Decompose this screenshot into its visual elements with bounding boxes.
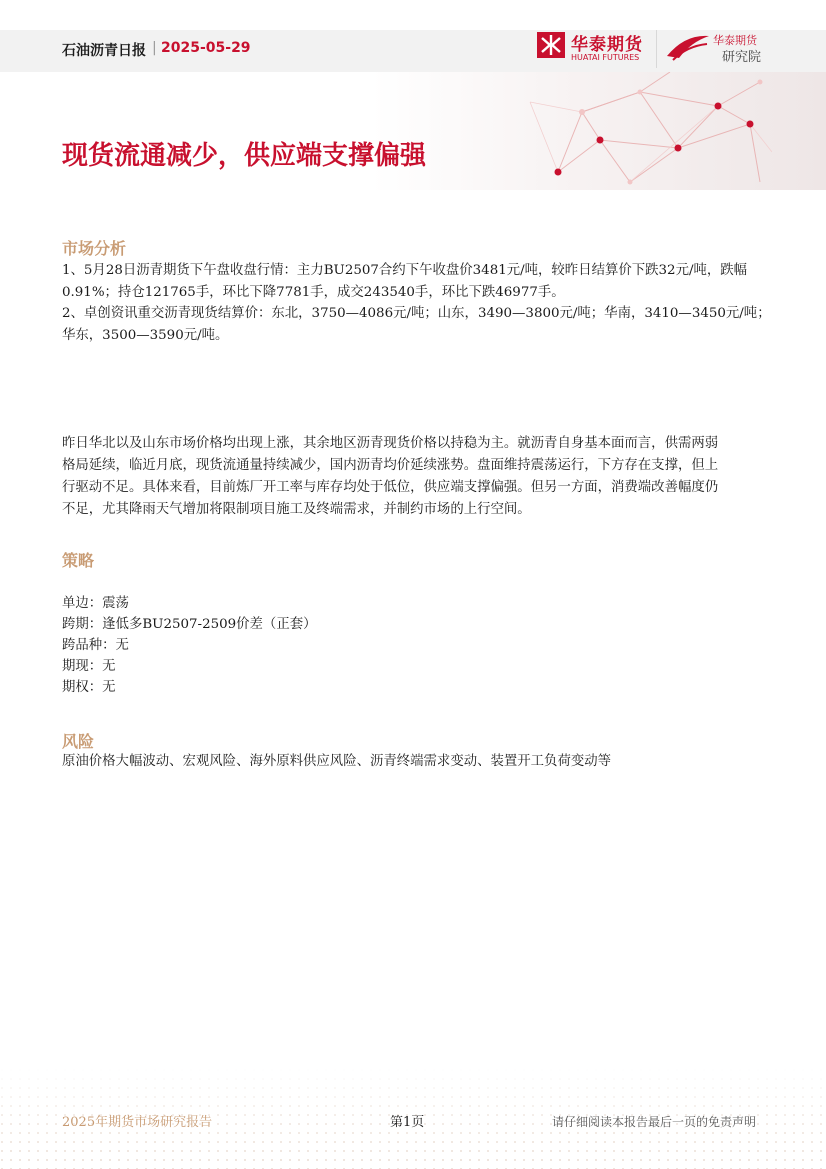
market-item-1-line-1: 1、5月28日沥青期货下午盘收盘行情：主力BU2507合约下午收盘价3481元/吨，较昨日结算价下跌32元/吨，跌幅 (62, 263, 748, 278)
strategy-line: 单边：震荡 (62, 596, 129, 611)
disclaimer-note: 请仔细阅读本报告最后一页的免责声明 (552, 1115, 757, 1129)
section-heading-strategy: 策略 (62, 551, 95, 570)
huatai-logo-icon (537, 30, 567, 60)
commentary-line: 格局延续，临近月底，现货流通量持续减少，国内沥青均价延续涨势。盘面维持震荡运行，下方存在支撑，但上 (62, 458, 719, 473)
network-decoration-icon (510, 72, 772, 190)
report-title: 石油沥青日报 (62, 43, 146, 59)
strategy-line: 跨期：逢低多BU2507-2509价差（正套） (62, 617, 317, 632)
commentary-line: 昨日华北以及山东市场价格均出现上涨，其余地区沥青现货价格以持稳为主。就沥青自身基本面而言，供需两弱 (62, 436, 719, 451)
strategy-line: 期权：无 (62, 680, 116, 695)
market-item-2-line-2: 华东，3500—3590元/吨。 (62, 327, 229, 343)
brand-name: 华泰期货 (571, 35, 643, 55)
brand-name-en: HUATAI FUTURES (571, 53, 640, 62)
strategy-line: 跨品种：无 (62, 638, 129, 653)
footer-report-name: 2025年期货市场研究报告 (62, 1115, 213, 1130)
market-item-1-line-2: 0.91%；持仓121765手，环比下降7781手，成交243540手，环比下跌46977手。 (62, 284, 565, 300)
risk-text: 原油价格大幅波动、宏观风险、海外原料供应风险、沥青终端需求变动、装置开工负荷变动等 (62, 754, 612, 769)
page-number: 第1页 (390, 1115, 425, 1130)
commentary-line: 行驱动不足。具体来看，目前炼厂开工率与库存均处于低位，供应端支撑偏强。但另一方面，消费端改善幅度仍 (62, 480, 719, 495)
report-date: 2025-05-29 (161, 40, 251, 56)
institute-name: 研究院 (722, 50, 762, 65)
market-item-2-line-1: 2、卓创资讯重交沥青现货结算价：东北，3750—4086元/吨；山东，3490—3800元/吨；华南，3410—3450元/吨； (62, 306, 771, 321)
section-heading-market: 市场分析 (62, 239, 127, 258)
institute-brand: 华泰期货 (713, 34, 757, 47)
headline: 现货流通减少，供应端支撑偏强 (62, 141, 427, 171)
commentary-line: 不足，尤其降雨天气增加将限制项目施工及终端需求，并制约市场的上行空间。 (62, 502, 531, 517)
strategy-line: 期现：无 (62, 659, 116, 674)
header-separator: | (152, 40, 157, 56)
logo-divider (656, 30, 657, 68)
section-heading-risk: 风险 (62, 732, 95, 751)
institute-logo-icon (665, 30, 711, 64)
